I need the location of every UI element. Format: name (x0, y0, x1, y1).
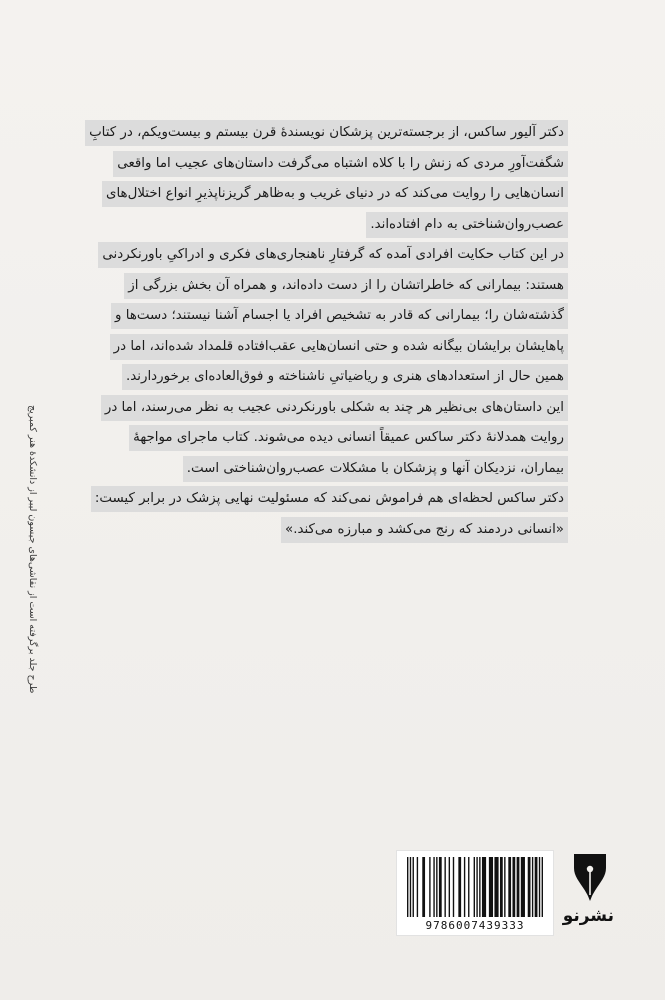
blurb-paragraph-2-text: در این کتاب حکایت افرادی آمده که گرفتارِ ناهنجاری‌های فکری و ادراکیِ باورنکردنی هستند: بیمارانی که خاطراتشان را از دست داده‌اند، و همراه آن بخش بزرگی از گذشته‌شان را؛ بیمارانی که قادر به تشخیص افراد یا اجسام آشنا نیستند؛ دست‌ها و پاهایشان برایشان بیگانه شده و حتی انسان‌هایی عقب‌افتاده قلمداد شده‌اند، اما در همین حال از استعدادهای هنری و ریاضیاتیِ ناشناخته و فوق‌العاده‌ای برخوردارند. (98, 242, 568, 390)
cover-design-credit-text: طرح جلد برگرفته است از نقاشی‌های جیسون لیبر از دانشکدهٔ هنر کمبریج (27, 405, 38, 694)
isbn-barcode (396, 850, 554, 936)
blurb-text-block (88, 118, 568, 545)
blurb-paragraph-4 (88, 484, 568, 545)
blurb-paragraph-3 (88, 393, 568, 485)
fountain-pen-nib-icon (572, 852, 608, 902)
blurb-paragraph-2 (88, 240, 568, 393)
barcode-bars-graphic (407, 857, 543, 917)
blurb-paragraph-3-text: این داستان‌های بی‌نظیر هر چند به شکلی باورنکردنی عجیب به نظر می‌رسند، اما در روایت همدلانهٔ دکتر ساکس عمیقاً انسانی دیده می‌شوند. کتاب ماجرای مواجههٔ بیماران، نزدیکان آنها و پزشکان با مشکلات عصب‌روان‌شناختی است. (101, 395, 568, 482)
blurb-paragraph-1-text: دکتر آلیور ساکس، از برجسته‌ترین پزشکان نویسندهٔ قرن بیستم و بیست‌ویکم، در کتابِ شگفت‌آورِ مردی که زنش را با کلاه اشتباه می‌گرفت داستان‌های عجیب اما واقعی انسان‌هایی را روایت می‌کند که در دنیای غریب و به‌ظاهر گریزناپذیرِ انواع اختلال‌های عصب‌روان‌شناختی به دام افتاده‌اند. (85, 120, 568, 238)
publisher-name: نشرنو (562, 906, 614, 926)
publisher-logo (562, 852, 614, 936)
isbn-number: 9786007439333 (425, 919, 525, 932)
blurb-paragraph-1 (88, 118, 568, 240)
blurb-paragraph-4-text: دکتر ساکس لحظه‌ای هم فراموش نمی‌کند که مسئولیت نهایی پزشک در برابر کیست: «انسانی دردمند که رنج می‌کشد و مبارزه می‌کند.» (91, 486, 568, 543)
